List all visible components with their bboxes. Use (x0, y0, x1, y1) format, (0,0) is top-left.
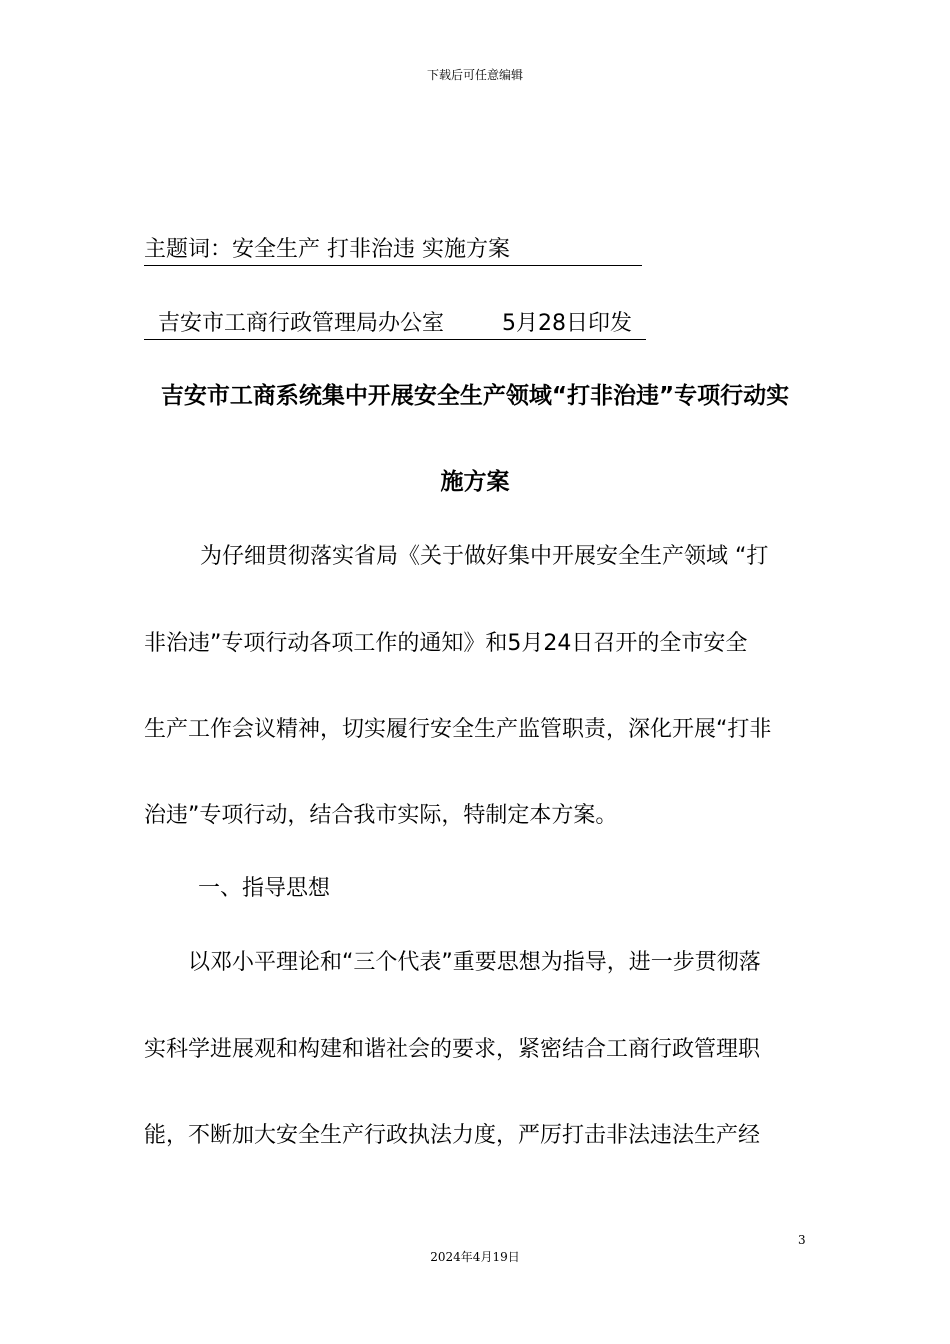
section1-line-2: 实科学进展观和构建和谐社会的要求，紧密结合工商行政管理职 (144, 1037, 761, 1062)
document-title-line-1: 吉安市工商系统集中开展安全生产领域“打非治违”专项行动实 (160, 383, 790, 409)
intro-line-3: 生产工作会议精神，切实履行安全生产监管职责，深化开展“打非 (144, 717, 772, 742)
page-number: 3 (798, 1233, 806, 1247)
keywords-line: 主题词：安全生产 打非治违 实施方案 (144, 237, 510, 262)
issue-date: 5月28日印发 (502, 311, 632, 336)
section1-line-1: 以邓小平理论和“三个代表”重要思想为指导，进一步贯彻落 (188, 950, 761, 975)
intro-line-1: 为仔细贯彻落实省局《关于做好集中开展安全生产领域 “打 (200, 544, 769, 569)
section1-line-3: 能，不断加大安全生产行政执法力度，严厉打击非法违法生产经 (144, 1123, 761, 1148)
intro-line-2: 非治违”专项行动各项工作的通知》和5月24日召开的全市安全 (144, 631, 748, 656)
page-header-note: 下载后可任意编辑 (426, 68, 523, 82)
document-title-line-2: 施方案 (440, 469, 510, 495)
footer-date: 2024年4月19日 (430, 1250, 520, 1264)
intro-line-4: 治违”专项行动，结合我市实际，特制定本方案。 (144, 803, 618, 828)
issuer-name: 吉安市工商行政管理局办公室 (158, 311, 445, 336)
section-heading-guiding-thought: 一、指导思想 (198, 876, 331, 901)
